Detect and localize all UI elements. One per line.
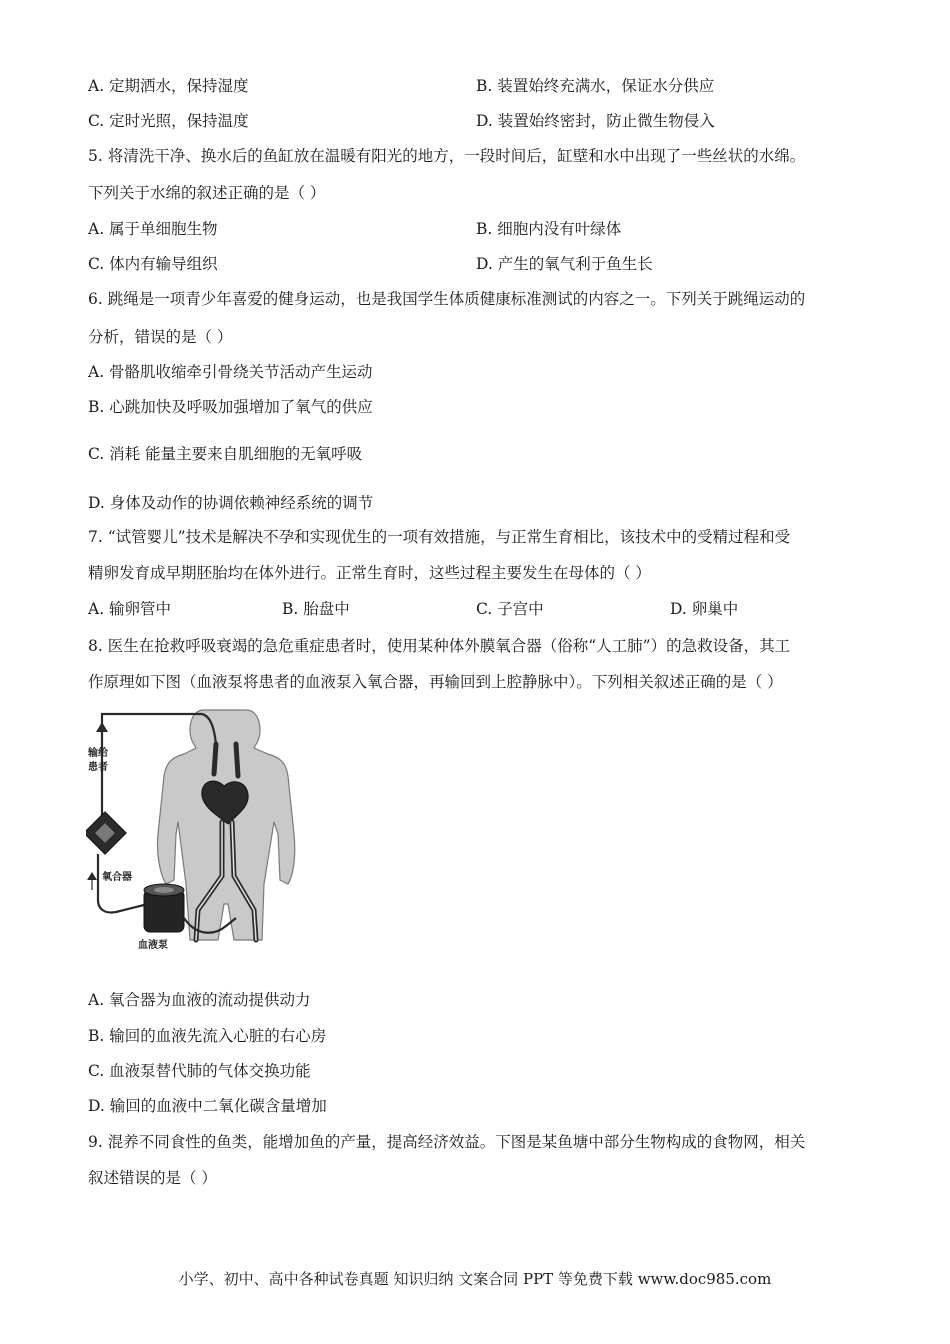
q4-option-c: C. 定时光照，保持温度 (88, 112, 249, 130)
flow-arrow-up-icon (96, 722, 108, 732)
page-footer: 小学、初中、高中各种试卷真题 知识归纳 文案合同 PPT 等免费下载 www.doc985.com (178, 1270, 772, 1288)
oxygenator-device (86, 812, 126, 854)
q6-stem-line2: 分析，错误的是（ ） (88, 328, 233, 346)
q9-stem-line2: 叙述错误的是（ ） (88, 1169, 217, 1187)
q5-stem-line1: 5. 将清洗干净、换水后的鱼缸放在温暖有阳光的地方，一段时间后，缸壁和水中出现了一些丝状的水绵。 (88, 147, 806, 165)
q5-option-a: A. 属于单细胞生物 (88, 220, 218, 238)
q4-option-b: B. 装置始终充满水，保证水分供应 (476, 77, 715, 95)
q5-stem-line2: 下列关于水绵的叙述正确的是（ ） (88, 184, 326, 202)
blood-pump-device (144, 884, 184, 932)
ecmo-diagram (86, 704, 318, 954)
q8-option-c: C. 血液泵替代肺的气体交换功能 (88, 1062, 311, 1080)
q6-option-c: C. 消耗 能量主要来自肌细胞的无氧呼吸 (88, 445, 363, 463)
q5-option-b: B. 细胞内没有叶绿体 (476, 220, 622, 238)
q8-option-d: D. 输回的血液中二氧化碳含量增加 (88, 1097, 327, 1115)
q9-stem-line1: 9. 混养不同食性的鱼类，能增加鱼的产量，提高经济效益。下图是某鱼塘中部分生物构成的食物网，相关 (88, 1133, 806, 1151)
q6-option-b: B. 心跳加快及呼吸加强增加了氧气的供应 (88, 398, 373, 416)
q4-option-d: D. 装置始终密封，防止微生物侵入 (476, 112, 715, 130)
pump-to-oxygenator-tube (98, 854, 148, 913)
q7-option-a: A. 输卵管中 (88, 600, 172, 618)
q6-stem-line1: 6. 跳绳是一项青少年喜爱的健身运动，也是我国学生体质健康标准测试的内容之一。下列关于跳绳运动的 (88, 290, 806, 308)
q7-stem-line1: 7. “试管婴儿”技术是解决不孕和实现优生的一项有效措施，与正常生育相比，该技术中的受精过程和受 (88, 528, 791, 546)
q5-option-d: D. 产生的氧气利于鱼生长 (476, 255, 653, 273)
q6-option-a: A. 骨骼肌收缩牵引骨绕关节活动产生运动 (88, 363, 373, 381)
q8-option-a: A. 氧合器为血液的流动提供动力 (88, 991, 311, 1009)
flow-arrow-up-icon (87, 872, 97, 880)
label-oxygenator: 氧合器 (102, 872, 132, 883)
label-to-patient: 输给 患者 (88, 748, 108, 773)
q7-stem-line2: 精卵发育成早期胚胎均在体外进行。正常生育时，这些过程主要发生在母体的（ ） (88, 564, 651, 582)
q7-option-d: D. 卵巢中 (670, 600, 739, 618)
q4-option-a: A. 定期洒水，保持湿度 (88, 77, 249, 95)
q8-option-b: B. 输回的血液先流入心脏的右心房 (88, 1027, 327, 1045)
q7-option-b: B. 胎盘中 (282, 600, 350, 618)
q8-stem-line1: 8. 医生在抢救呼吸衰竭的急危重症患者时，使用某种体外膜氧合器（俗称“人工肺”）的急救设备，其工 (88, 637, 791, 655)
q5-option-c: C. 体内有输导组织 (88, 255, 218, 273)
label-blood-pump: 血液泵 (138, 940, 168, 951)
q8-stem-line2: 作原理如下图（血液泵将患者的血液泵入氧合器，再输回到上腔静脉中）。下列相关叙述正确的是（ ） (88, 673, 783, 691)
q7-option-c: C. 子宫中 (476, 600, 544, 618)
q6-option-d: D. 身体及动作的协调依赖神经系统的调节 (88, 494, 374, 512)
